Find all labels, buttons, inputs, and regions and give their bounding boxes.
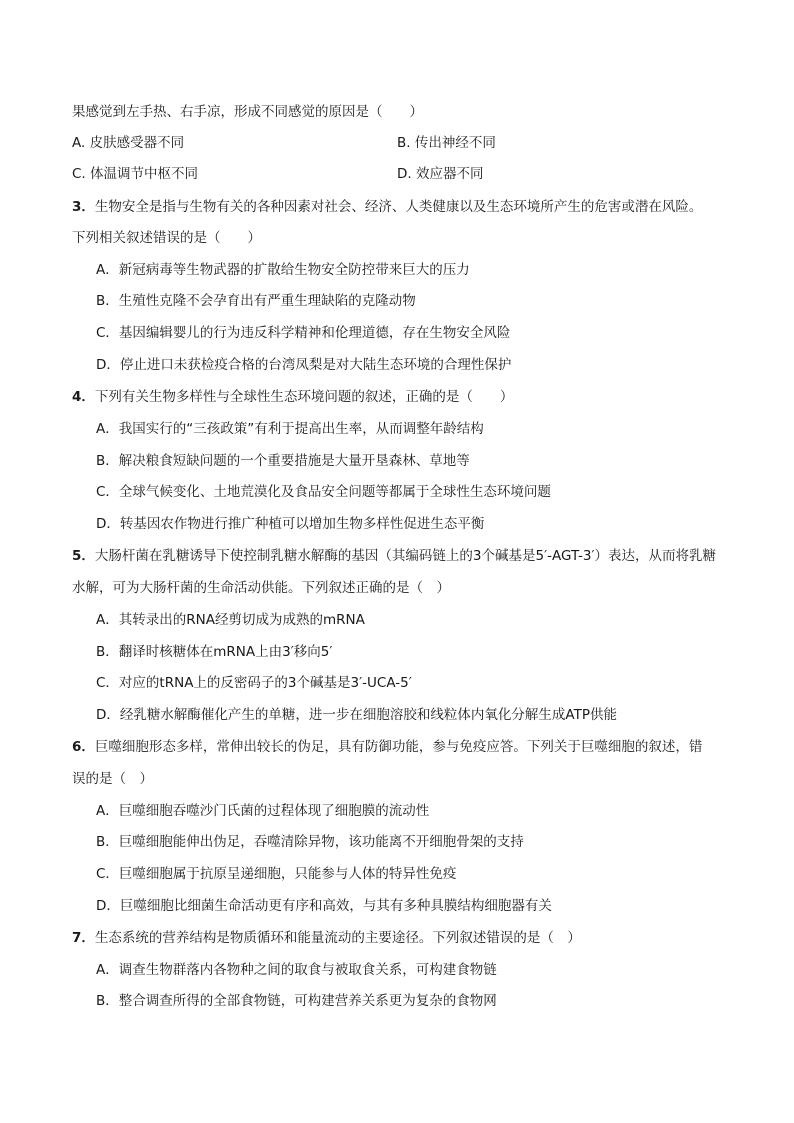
question-7-option-b: B．整合调查所得的全部食物链，可构建营养关系更为复杂的食物网	[96, 993, 497, 1009]
question-2-option-a: A. 皮肤感受器不同	[72, 135, 185, 151]
question-2-option-c: C. 体温调节中枢不同	[72, 166, 199, 182]
question-3-stem-line1	[72, 197, 702, 217]
question-4-option-d: D．转基因农作物进行推广种植可以增加生物多样性促进生态平衡	[96, 516, 485, 532]
question-5-option-d: D．经乳糖水解酶催化产生的单糖，进一步在细胞溶胶和线粒体内氧化分解生成ATP供能	[96, 707, 617, 723]
question-5-stem-text: 大肠杆菌在乳糖诱导下使控制乳糖水解酶的基因（其编码链上的3个碱基是5′-AGT-3′）表达，从而将乳糖	[94, 548, 717, 564]
question-3-stem-line2: 下列相关叙述错误的是（ ）	[72, 230, 261, 246]
question-7-stem-text: 生态系统的营养结构是物质循环和能量流动的主要途径。下列叙述错误的是（ ）	[94, 930, 581, 946]
question-5-option-c: C．对应的tRNA上的反密码子的3个碱基是3′-UCA-5′	[96, 675, 412, 691]
question-7-option-a: A．调查生物群落内各物种之间的取食与被取食关系，可构建食物链	[96, 962, 497, 978]
question-6-option-d: D．巨噬细胞比细菌生命活动更有序和高效，与其有多种具膜结构细胞器有关	[96, 898, 552, 914]
question-2-option-d: D. 效应器不同	[397, 166, 484, 182]
question-3-option-d: D．停止进口未获检疫合格的台湾凤梨是对大陆生态环境的合理性保护	[96, 357, 512, 373]
question-4-option-c: C．全球气候变化、土地荒漠化及食品安全问题等都属于全球性生态环境问题	[96, 484, 551, 500]
question-4-option-a: A．我国实行的“三孩政策”有利于提高出生率，从而调整年龄结构	[96, 421, 484, 437]
question-3-option-a: A．新冠病毒等生物武器的扩散给生物安全防控带来巨大的压力	[96, 262, 470, 278]
question-6-option-a: A．巨噬细胞吞噬沙门氏菌的过程体现了细胞膜的流动性	[96, 803, 430, 819]
question-5-stem-line2: 水解，可为大肠杆菌的生命活动供能。下列叙述正确的是（ ）	[72, 580, 450, 596]
question-6-stem-line1	[72, 737, 702, 757]
question-2-option-b: B. 传出神经不同	[397, 135, 496, 151]
question-7-stem-line1	[72, 928, 581, 948]
question-5-option-a: A．其转录出的RNA经剪切成为成熟的mRNA	[96, 612, 365, 628]
question-6-stem-line2: 误的是（ ）	[72, 771, 153, 787]
question-6-option-b: B．巨噬细胞能伸出伪足，吞噬清除异物，该功能离不开细胞骨架的支持	[96, 834, 524, 850]
question-4-stem-line1	[72, 387, 513, 407]
question-3-stem-text: 生物安全是指与生物有关的各种因素对社会、经济、人类健康以及生态环境所产生的危害或潜在风险。	[94, 199, 703, 215]
question-4-option-b: B．解决粮食短缺问题的一个重要措施是大量开垦森林、草地等	[96, 453, 470, 469]
question-3-number: 3．	[72, 199, 95, 215]
question-5-stem-line1	[72, 546, 716, 566]
question-6-stem-text: 巨噬细胞形态多样，常伸出较长的伪足，具有防御功能，参与免疫应答。下列关于巨噬细胞的叙述，错	[94, 739, 703, 755]
question-7-number: 7．	[72, 930, 95, 946]
question-5-number: 5．	[72, 548, 95, 564]
question-4-stem-text: 下列有关生物多样性与全球性生态环境问题的叙述，正确的是（ ）	[94, 389, 514, 405]
question-4-number: 4．	[72, 389, 95, 405]
question-3-option-b: B．生殖性克隆不会孕育出有严重生理缺陷的克隆动物	[96, 293, 416, 309]
question-2-stem: 果感觉到左手热、右手凉，形成不同感觉的原因是（ ）	[72, 104, 423, 120]
question-6-option-c: C．巨噬细胞属于抗原呈递细胞，只能参与人体的特异性免疫	[96, 866, 457, 882]
question-6-number: 6．	[72, 739, 95, 755]
question-3-option-c: C．基因编辑婴儿的行为违反科学精神和伦理道德，存在生物安全风险	[96, 325, 511, 341]
question-5-option-b: B．翻译时核糖体在mRNA上由3′移向5′	[96, 644, 333, 660]
